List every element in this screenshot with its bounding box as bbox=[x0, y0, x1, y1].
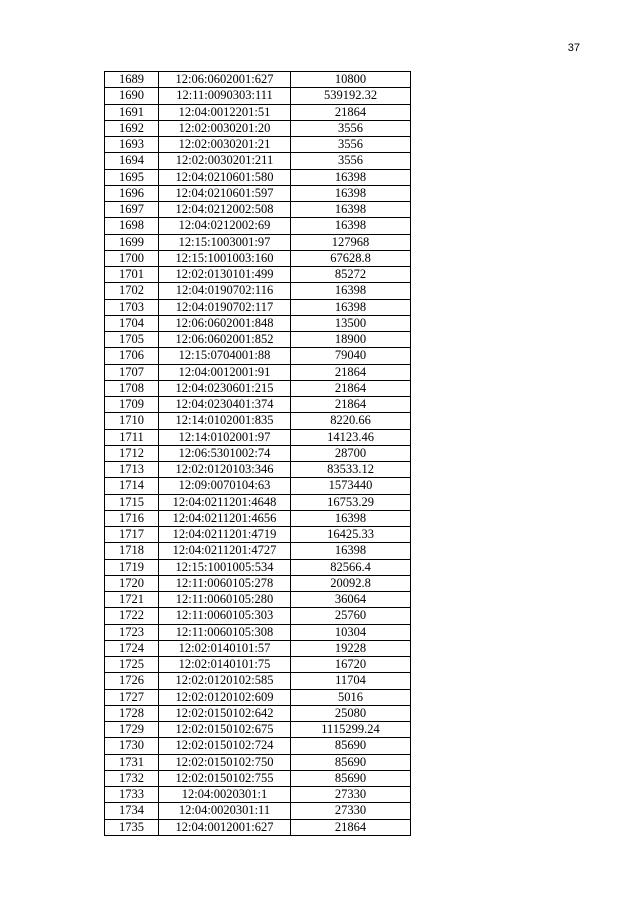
cadastral-number-cell: 12:11:0090303:111 bbox=[159, 88, 291, 104]
row-number-cell: 1718 bbox=[105, 543, 159, 559]
row-number-cell: 1723 bbox=[105, 624, 159, 640]
table-row bbox=[105, 543, 411, 559]
row-number-cell: 1728 bbox=[105, 705, 159, 721]
row-number-cell: 1707 bbox=[105, 364, 159, 380]
cadastral-number-cell: 12:15:1001003:160 bbox=[159, 250, 291, 266]
cadastral-number-cell: 12:02:0150102:750 bbox=[159, 754, 291, 770]
value-cell: 16425.33 bbox=[291, 527, 411, 543]
row-number-cell: 1719 bbox=[105, 559, 159, 575]
table-row bbox=[105, 689, 411, 705]
cadastral-number-cell: 12:02:0030201:20 bbox=[159, 120, 291, 136]
cadastral-number-cell: 12:06:0602001:627 bbox=[159, 72, 291, 88]
value-cell: 82566.4 bbox=[291, 559, 411, 575]
cadastral-number-cell: 12:02:0150102:755 bbox=[159, 770, 291, 786]
table-row bbox=[105, 364, 411, 380]
row-number-cell: 1735 bbox=[105, 819, 159, 835]
cadastral-number-cell: 12:11:0060105:303 bbox=[159, 608, 291, 624]
value-cell: 11704 bbox=[291, 673, 411, 689]
table-row bbox=[105, 705, 411, 721]
table-row bbox=[105, 72, 411, 88]
table-row bbox=[105, 787, 411, 803]
table-row bbox=[105, 88, 411, 104]
row-number-cell: 1691 bbox=[105, 104, 159, 120]
table-row bbox=[105, 754, 411, 770]
row-number-cell: 1727 bbox=[105, 689, 159, 705]
value-cell: 36064 bbox=[291, 592, 411, 608]
table-row bbox=[105, 202, 411, 218]
cadastral-number-cell: 12:15:1001005:534 bbox=[159, 559, 291, 575]
cadastral-number-cell: 12:02:0130101:499 bbox=[159, 267, 291, 283]
value-cell: 21864 bbox=[291, 380, 411, 396]
cadastral-number-cell: 12:04:0211201:4719 bbox=[159, 527, 291, 543]
cadastral-number-cell: 12:02:0030201:21 bbox=[159, 137, 291, 153]
table-row bbox=[105, 624, 411, 640]
row-number-cell: 1726 bbox=[105, 673, 159, 689]
value-cell: 16398 bbox=[291, 543, 411, 559]
cadastral-number-cell: 12:11:0060105:278 bbox=[159, 575, 291, 591]
table-row bbox=[105, 445, 411, 461]
table-row bbox=[105, 478, 411, 494]
value-cell: 25080 bbox=[291, 705, 411, 721]
value-cell: 3556 bbox=[291, 120, 411, 136]
value-cell: 13500 bbox=[291, 315, 411, 331]
value-cell: 85690 bbox=[291, 754, 411, 770]
registry-table bbox=[104, 71, 411, 836]
row-number-cell: 1708 bbox=[105, 380, 159, 396]
cadastral-number-cell: 12:04:0020301:11 bbox=[159, 803, 291, 819]
row-number-cell: 1705 bbox=[105, 332, 159, 348]
row-number-cell: 1698 bbox=[105, 218, 159, 234]
page-number: 37 bbox=[567, 42, 580, 54]
table-row bbox=[105, 120, 411, 136]
table-row bbox=[105, 673, 411, 689]
value-cell: 16398 bbox=[291, 299, 411, 315]
cadastral-number-cell: 12:02:0150102:724 bbox=[159, 738, 291, 754]
table-row bbox=[105, 592, 411, 608]
cadastral-number-cell: 12:04:0210601:597 bbox=[159, 185, 291, 201]
value-cell: 16398 bbox=[291, 202, 411, 218]
cadastral-number-cell: 12:02:0030201:211 bbox=[159, 153, 291, 169]
value-cell: 85272 bbox=[291, 267, 411, 283]
table-row bbox=[105, 657, 411, 673]
table-row bbox=[105, 722, 411, 738]
table-row bbox=[105, 738, 411, 754]
row-number-cell: 1696 bbox=[105, 185, 159, 201]
table-row bbox=[105, 169, 411, 185]
value-cell: 10800 bbox=[291, 72, 411, 88]
value-cell: 127968 bbox=[291, 234, 411, 250]
row-number-cell: 1693 bbox=[105, 137, 159, 153]
value-cell: 539192.32 bbox=[291, 88, 411, 104]
value-cell: 27330 bbox=[291, 803, 411, 819]
row-number-cell: 1730 bbox=[105, 738, 159, 754]
row-number-cell: 1713 bbox=[105, 462, 159, 478]
value-cell: 85690 bbox=[291, 770, 411, 786]
row-number-cell: 1704 bbox=[105, 315, 159, 331]
table-row bbox=[105, 332, 411, 348]
row-number-cell: 1715 bbox=[105, 494, 159, 510]
row-number-cell: 1690 bbox=[105, 88, 159, 104]
value-cell: 25760 bbox=[291, 608, 411, 624]
table-row bbox=[105, 608, 411, 624]
table-row bbox=[105, 137, 411, 153]
table-row bbox=[105, 819, 411, 835]
value-cell: 16398 bbox=[291, 169, 411, 185]
table-row bbox=[105, 413, 411, 429]
value-cell: 3556 bbox=[291, 137, 411, 153]
table-row bbox=[105, 299, 411, 315]
row-number-cell: 1712 bbox=[105, 445, 159, 461]
table-row bbox=[105, 283, 411, 299]
table-row bbox=[105, 429, 411, 445]
cadastral-number-cell: 12:06:0602001:852 bbox=[159, 332, 291, 348]
value-cell: 1115299.24 bbox=[291, 722, 411, 738]
table-row bbox=[105, 770, 411, 786]
cadastral-number-cell: 12:04:0012201:51 bbox=[159, 104, 291, 120]
row-number-cell: 1709 bbox=[105, 397, 159, 413]
row-number-cell: 1695 bbox=[105, 169, 159, 185]
row-number-cell: 1717 bbox=[105, 527, 159, 543]
row-number-cell: 1710 bbox=[105, 413, 159, 429]
table-row bbox=[105, 380, 411, 396]
cadastral-number-cell: 12:15:1003001:97 bbox=[159, 234, 291, 250]
row-number-cell: 1721 bbox=[105, 592, 159, 608]
cadastral-number-cell: 12:11:0060105:280 bbox=[159, 592, 291, 608]
row-number-cell: 1711 bbox=[105, 429, 159, 445]
value-cell: 3556 bbox=[291, 153, 411, 169]
cadastral-number-cell: 12:04:0012001:91 bbox=[159, 364, 291, 380]
cadastral-number-cell: 12:02:0150102:675 bbox=[159, 722, 291, 738]
cadastral-number-cell: 12:06:5301002:74 bbox=[159, 445, 291, 461]
table-row bbox=[105, 527, 411, 543]
table-row bbox=[105, 218, 411, 234]
table-row bbox=[105, 640, 411, 656]
cadastral-number-cell: 12:11:0060105:308 bbox=[159, 624, 291, 640]
value-cell: 16753.29 bbox=[291, 494, 411, 510]
cadastral-number-cell: 12:02:0140101:75 bbox=[159, 657, 291, 673]
table-row bbox=[105, 185, 411, 201]
cadastral-number-cell: 12:04:0211201:4648 bbox=[159, 494, 291, 510]
table-row bbox=[105, 250, 411, 266]
value-cell: 16398 bbox=[291, 218, 411, 234]
cadastral-number-cell: 12:14:0102001:835 bbox=[159, 413, 291, 429]
value-cell: 16720 bbox=[291, 657, 411, 673]
row-number-cell: 1732 bbox=[105, 770, 159, 786]
cadastral-number-cell: 12:02:0120103:346 bbox=[159, 462, 291, 478]
cadastral-number-cell: 12:15:0704001:88 bbox=[159, 348, 291, 364]
value-cell: 27330 bbox=[291, 787, 411, 803]
cadastral-number-cell: 12:04:0190702:117 bbox=[159, 299, 291, 315]
value-cell: 21864 bbox=[291, 364, 411, 380]
cadastral-number-cell: 12:04:0211201:4656 bbox=[159, 510, 291, 526]
cadastral-number-cell: 12:04:0211201:4727 bbox=[159, 543, 291, 559]
table-row bbox=[105, 315, 411, 331]
cadastral-number-cell: 12:02:0120102:609 bbox=[159, 689, 291, 705]
cadastral-number-cell: 12:02:0140101:57 bbox=[159, 640, 291, 656]
row-number-cell: 1700 bbox=[105, 250, 159, 266]
value-cell: 18900 bbox=[291, 332, 411, 348]
cadastral-number-cell: 12:09:0070104:63 bbox=[159, 478, 291, 494]
cadastral-number-cell: 12:02:0120102:585 bbox=[159, 673, 291, 689]
row-number-cell: 1714 bbox=[105, 478, 159, 494]
table-row bbox=[105, 397, 411, 413]
row-number-cell: 1697 bbox=[105, 202, 159, 218]
value-cell: 67628.8 bbox=[291, 250, 411, 266]
row-number-cell: 1725 bbox=[105, 657, 159, 673]
cadastral-number-cell: 12:04:0230401:374 bbox=[159, 397, 291, 413]
cadastral-number-cell: 12:14:0102001:97 bbox=[159, 429, 291, 445]
row-number-cell: 1716 bbox=[105, 510, 159, 526]
value-cell: 16398 bbox=[291, 510, 411, 526]
value-cell: 19228 bbox=[291, 640, 411, 656]
value-cell: 21864 bbox=[291, 819, 411, 835]
cadastral-number-cell: 12:04:0210601:580 bbox=[159, 169, 291, 185]
cadastral-number-cell: 12:04:0230601:215 bbox=[159, 380, 291, 396]
cadastral-number-cell: 12:06:0602001:848 bbox=[159, 315, 291, 331]
value-cell: 85690 bbox=[291, 738, 411, 754]
table-row bbox=[105, 559, 411, 575]
cadastral-number-cell: 12:04:0012001:627 bbox=[159, 819, 291, 835]
table-row bbox=[105, 494, 411, 510]
table-row bbox=[105, 803, 411, 819]
value-cell: 21864 bbox=[291, 397, 411, 413]
table-row bbox=[105, 510, 411, 526]
row-number-cell: 1722 bbox=[105, 608, 159, 624]
row-number-cell: 1702 bbox=[105, 283, 159, 299]
table-row bbox=[105, 234, 411, 250]
row-number-cell: 1694 bbox=[105, 153, 159, 169]
row-number-cell: 1701 bbox=[105, 267, 159, 283]
value-cell: 14123.46 bbox=[291, 429, 411, 445]
table-row bbox=[105, 348, 411, 364]
row-number-cell: 1720 bbox=[105, 575, 159, 591]
cadastral-number-cell: 12:04:0020301:1 bbox=[159, 787, 291, 803]
table-row bbox=[105, 462, 411, 478]
row-number-cell: 1729 bbox=[105, 722, 159, 738]
row-number-cell: 1699 bbox=[105, 234, 159, 250]
row-number-cell: 1734 bbox=[105, 803, 159, 819]
value-cell: 16398 bbox=[291, 283, 411, 299]
row-number-cell: 1731 bbox=[105, 754, 159, 770]
value-cell: 10304 bbox=[291, 624, 411, 640]
row-number-cell: 1706 bbox=[105, 348, 159, 364]
cadastral-number-cell: 12:04:0190702:116 bbox=[159, 283, 291, 299]
table-row bbox=[105, 153, 411, 169]
cadastral-number-cell: 12:04:0212002:69 bbox=[159, 218, 291, 234]
value-cell: 20092.8 bbox=[291, 575, 411, 591]
cadastral-number-cell: 12:04:0212002:508 bbox=[159, 202, 291, 218]
value-cell: 8220.66 bbox=[291, 413, 411, 429]
value-cell: 28700 bbox=[291, 445, 411, 461]
value-cell: 16398 bbox=[291, 185, 411, 201]
row-number-cell: 1703 bbox=[105, 299, 159, 315]
value-cell: 1573440 bbox=[291, 478, 411, 494]
row-number-cell: 1692 bbox=[105, 120, 159, 136]
row-number-cell: 1724 bbox=[105, 640, 159, 656]
value-cell: 83533.12 bbox=[291, 462, 411, 478]
row-number-cell: 1733 bbox=[105, 787, 159, 803]
row-number-cell: 1689 bbox=[105, 72, 159, 88]
table-row bbox=[105, 575, 411, 591]
value-cell: 79040 bbox=[291, 348, 411, 364]
value-cell: 21864 bbox=[291, 104, 411, 120]
value-cell: 5016 bbox=[291, 689, 411, 705]
table-row bbox=[105, 104, 411, 120]
cadastral-number-cell: 12:02:0150102:642 bbox=[159, 705, 291, 721]
registry-table-body bbox=[105, 72, 411, 836]
table-row bbox=[105, 267, 411, 283]
